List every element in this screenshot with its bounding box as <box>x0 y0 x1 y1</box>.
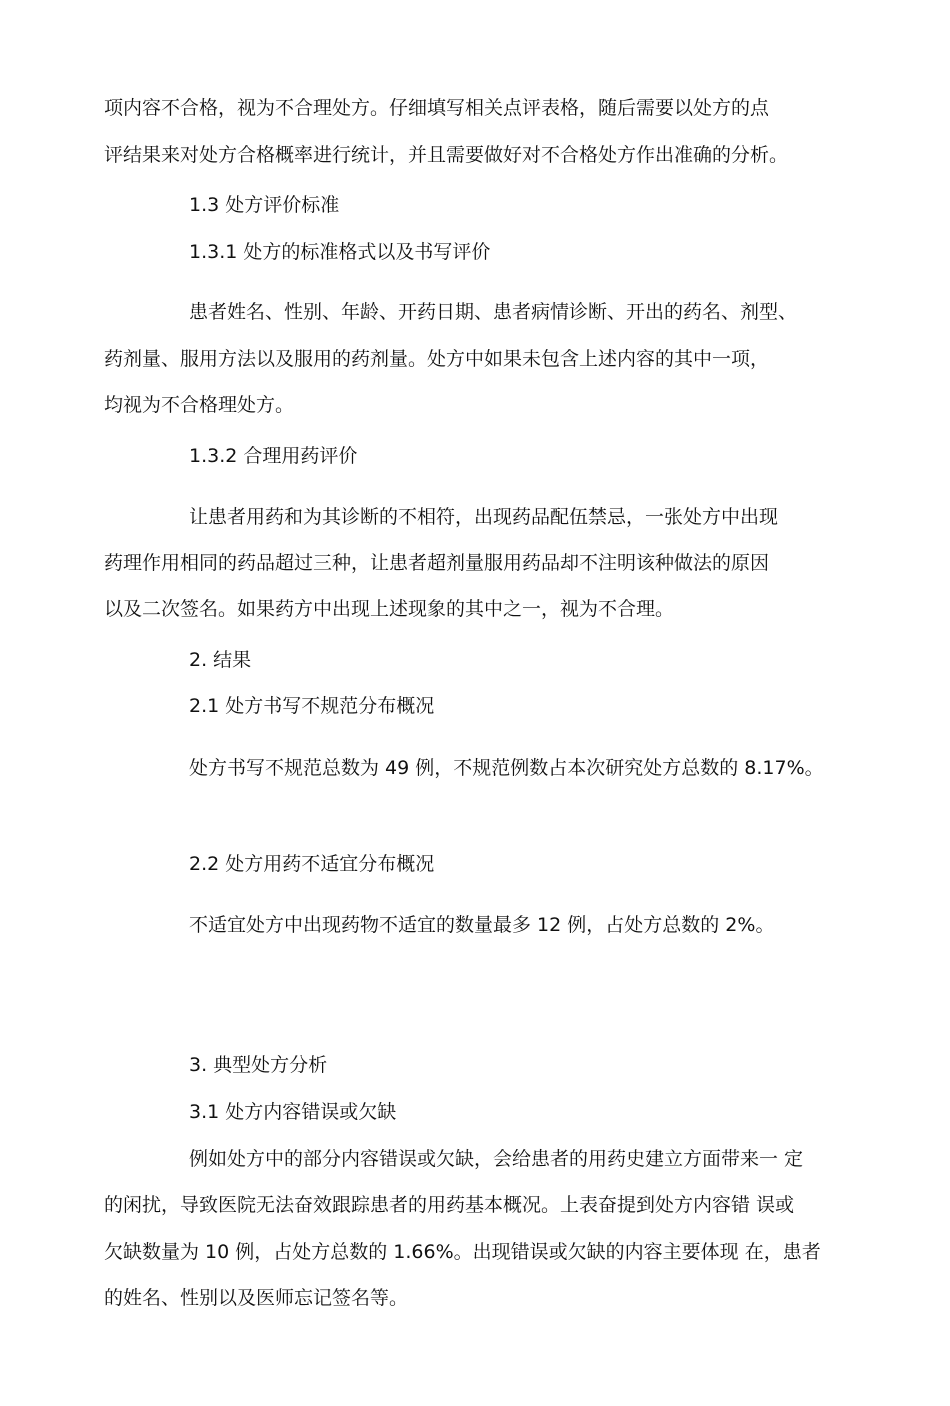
paragraph-line: 的闲扰，导致医院无法奋效跟踪患者的用药基本概况。上表奋提到处方内容错 误或 <box>104 1194 795 1216</box>
paragraph-line: 欠缺数量为 10 例，占处方总数的 1.66%。出现错误或欠缺的内容主要体现 在，患者 <box>104 1241 821 1263</box>
paragraph-line: 评结果来对处方合格概率进行统计，并且需要做好对不合格处方作出准确的分析。 <box>104 144 789 166</box>
paragraph-line: 例如处方中的部分内容错误或欠缺，会给患者的用药史建立方面带来一 定 <box>189 1148 804 1170</box>
subsection-heading: 3.1 处方内容错误或欠缺 <box>189 1101 397 1123</box>
section-heading: 1.3 处方评价标准 <box>189 194 340 216</box>
paragraph-line: 让患者用药和为其诊断的不相符，出现药品配伍禁忌，一张处方中出现 <box>189 506 779 528</box>
paragraph-line: 的姓名、性别以及医师忘记签名等。 <box>104 1287 409 1309</box>
paragraph-line: 不适宜处方中出现药物不适宜的数量最多 12 例，占处方总数的 2%。 <box>189 914 775 936</box>
paragraph-line: 均视为不合格理处方。 <box>104 394 295 416</box>
paragraph-line: 项内容不合格，视为不合理处方。仔细填写相关点评表格，随后需要以处方的点 <box>104 97 770 119</box>
section-heading: 3. 典型处方分析 <box>189 1054 328 1076</box>
paragraph-line: 以及二次签名。如果药方中出现上述现象的其中之一，视为不合理。 <box>104 598 675 620</box>
paragraph-line: 药理作用相同的药品超过三种，让患者超剂量服用药品却不注明该种做法的原因 <box>104 552 770 574</box>
subsection-heading: 2.2 处方用药不适宜分布概况 <box>189 853 435 875</box>
paragraph-line: 药剂量、服用方法以及服用的药剂量。处方中如果未包含上述内容的其中一项， <box>104 348 770 370</box>
paragraph-line: 患者姓名、性别、年龄、开药日期、患者病情诊断、开出的药名、剂型、 <box>189 301 798 323</box>
section-heading: 2. 结果 <box>189 649 252 671</box>
subsection-heading: 1.3.2 合理用药评价 <box>189 445 358 467</box>
subsection-heading: 2.1 处方书写不规范分布概况 <box>189 695 435 717</box>
subsection-heading: 1.3.1 处方的标准格式以及书写评价 <box>189 241 491 263</box>
paragraph-line: 处方书写不规范总数为 49 例，不规范例数占本次研究处方总数的 8.17%。 <box>189 757 824 779</box>
